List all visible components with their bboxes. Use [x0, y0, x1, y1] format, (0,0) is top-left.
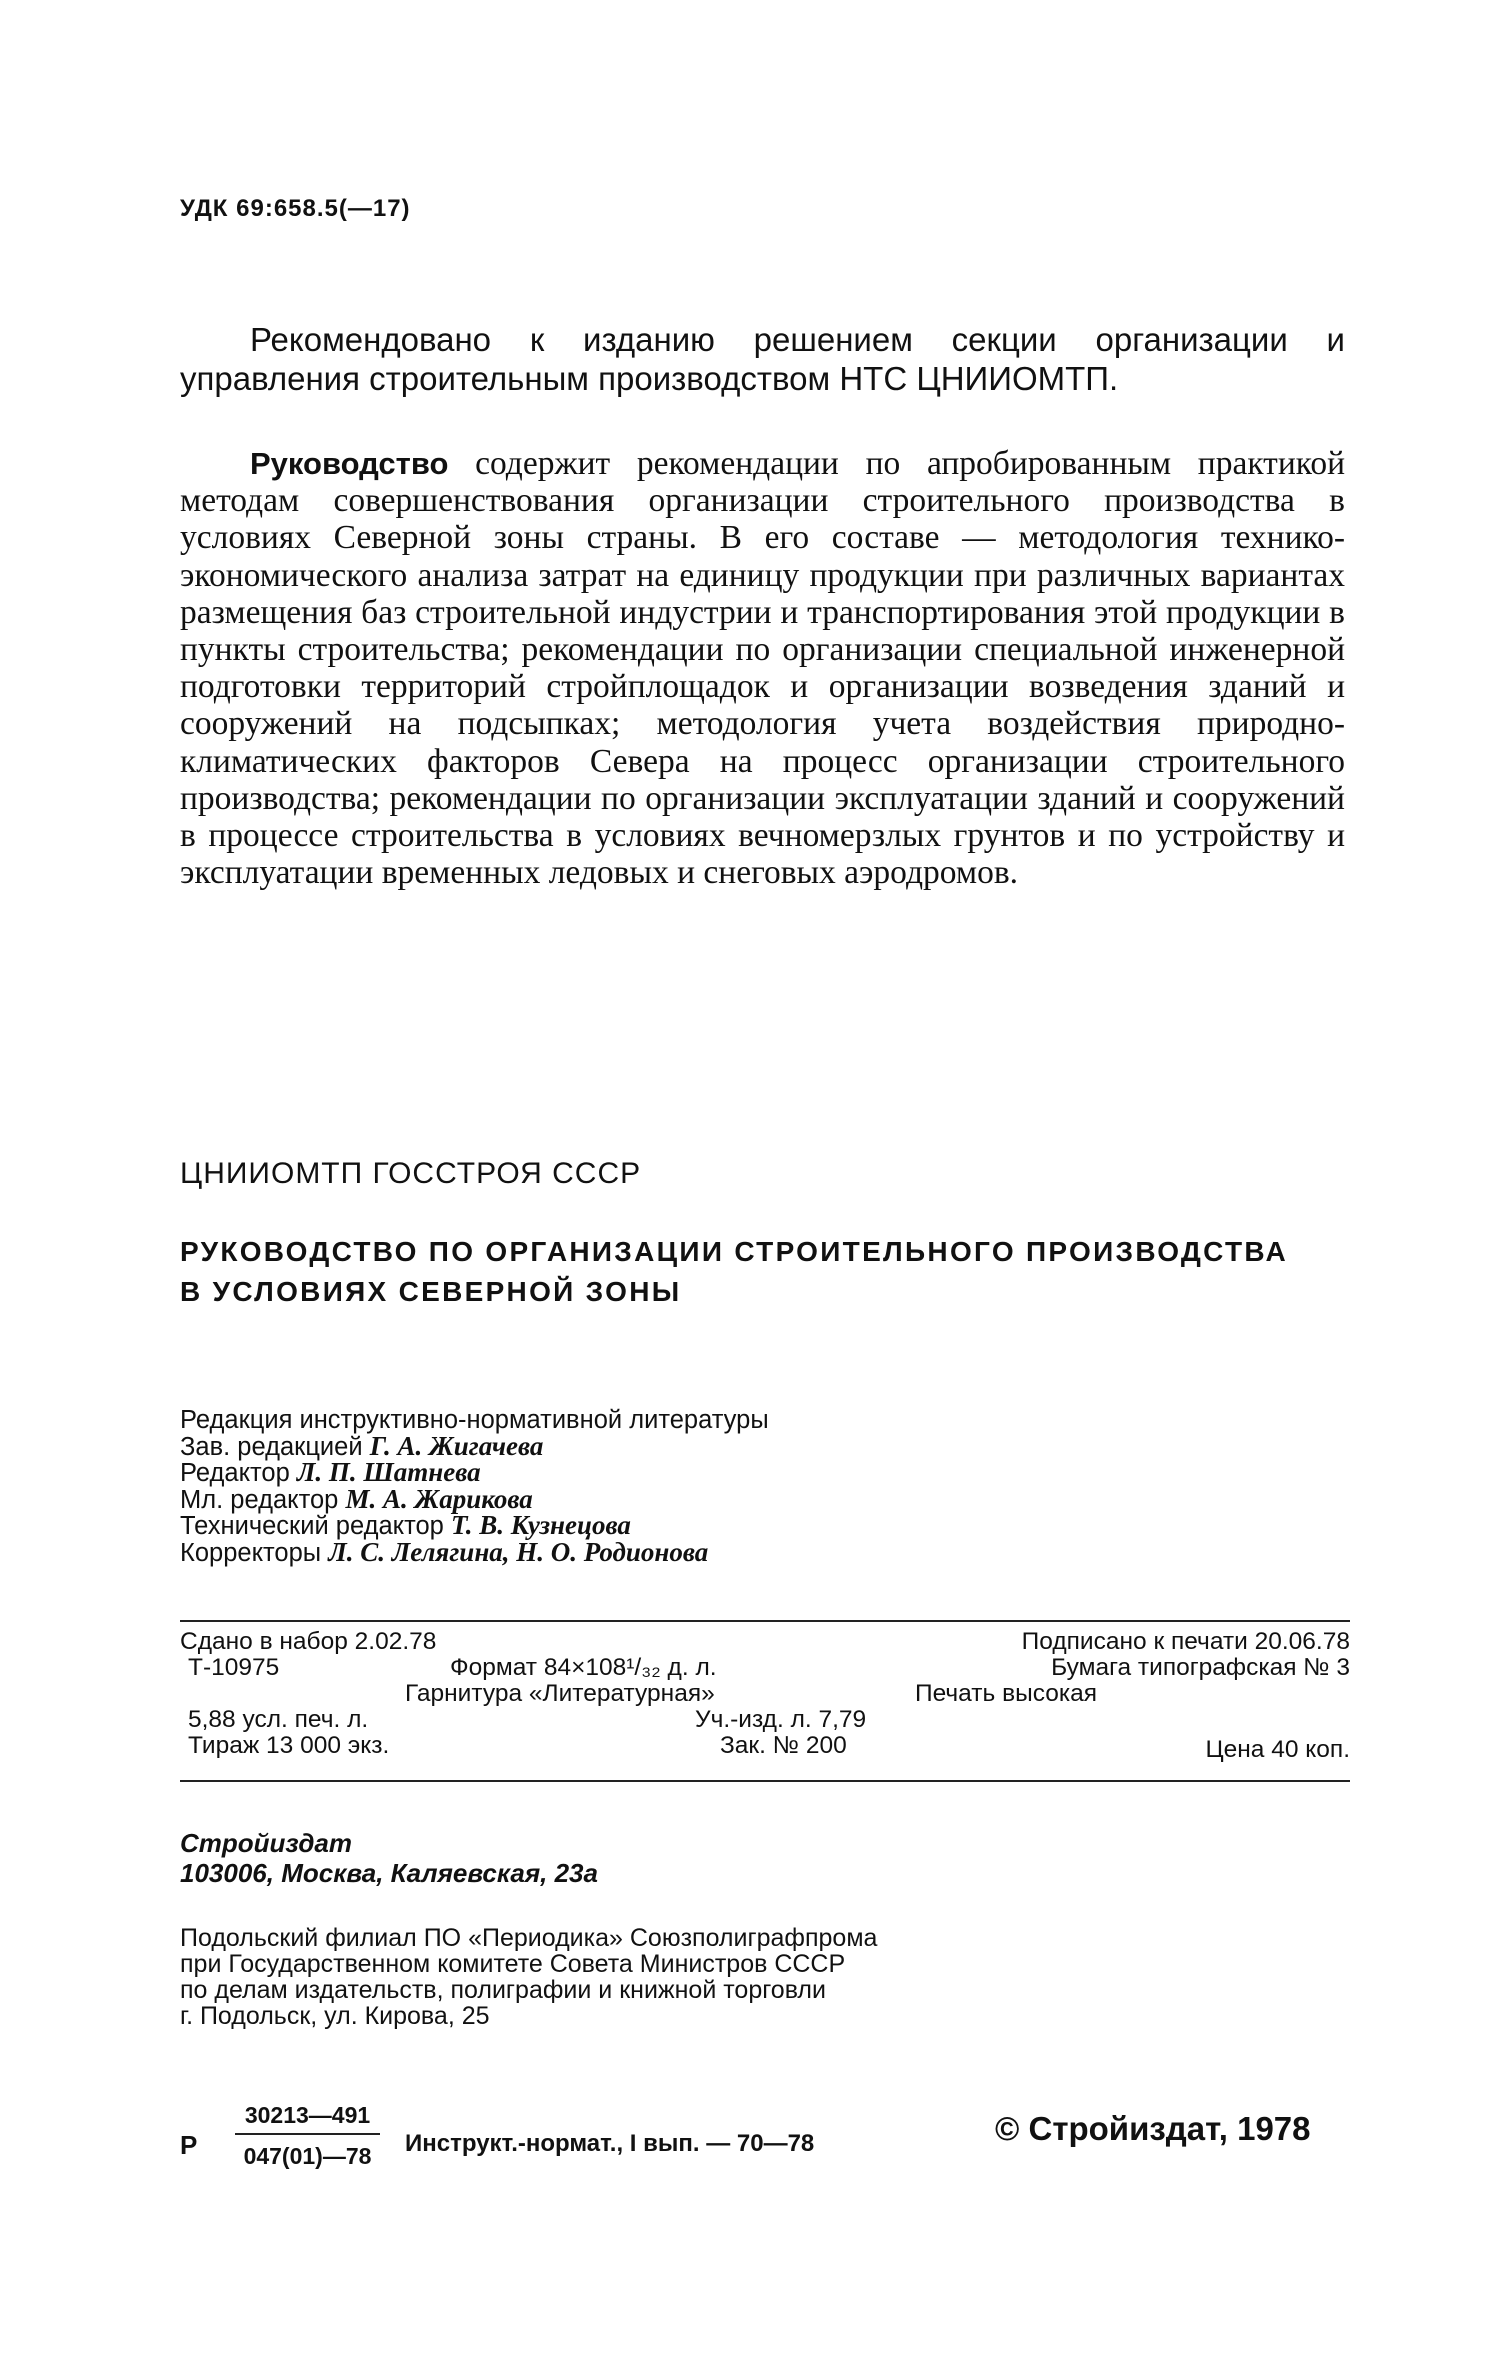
imprint-sheets: 5,88 усл. печ. л. — [188, 1706, 369, 1733]
index-code-denominator: 047(01)—78 — [243, 2143, 372, 2169]
staff-name: Л. С. Лелягина, Н. О. Родионова — [328, 1536, 709, 1567]
staff-role: Корректоры — [180, 1538, 329, 1567]
imprint-printing: Печать высокая — [915, 1680, 1097, 1707]
staff-name: Г. А. Жигачева — [369, 1430, 544, 1461]
imprint-format: Формат 84×108¹/₃₂ д. л. — [450, 1654, 717, 1681]
recommendation-note: Рекомендовано к изданию решением секции организации и управления строительным производством НТС ЦНИИОМТП. — [180, 321, 1345, 397]
abstract-lead-word: Руководство — [250, 446, 449, 481]
abstract-paragraph — [180, 445, 1345, 891]
imprint-typeface: Гарнитура «Литературная» — [405, 1680, 715, 1707]
publisher-address: 103006, Москва, Каляевская, 23а — [180, 1858, 598, 1888]
imprint-pub-sheets: Уч.-изд. л. 7,79 — [695, 1706, 867, 1733]
copyright-notice: © Стройиздат, 1978 — [995, 2110, 1311, 2147]
edition-name: Редакция инструктивно-нормативной литературы — [180, 1406, 769, 1434]
staff-role: Зав. редакцией — [180, 1432, 370, 1461]
imprint-signed: Подписано к печати 20.06.78 — [1021, 1628, 1350, 1655]
publisher-name: Стройиздат — [180, 1828, 352, 1858]
printer-line-3: по делам издательств, полиграфии и книжной торговли — [180, 1976, 826, 2004]
staff-role: Редактор — [180, 1459, 297, 1487]
editorial-staff — [180, 1408, 769, 1566]
imprint-order: Зак. № 200 — [720, 1732, 847, 1759]
udk-code: УДК 69:658.5(—17) — [180, 195, 411, 222]
staff-role: Мл. редактор — [180, 1485, 346, 1514]
printer-line-1: Подольский филиал ПО «Периодика» Союзполиграфпрома — [180, 1924, 878, 1952]
staff-name: Л. П. Шатнева — [296, 1457, 481, 1487]
printer-block — [180, 1925, 877, 2029]
series-info: Инструкт.-нормат., I вып. — 70—78 — [405, 2130, 815, 2157]
imprint-bottom-rule — [180, 1780, 1350, 1782]
staff-name: М. А. Жарикова — [345, 1483, 533, 1514]
printer-line-4: г. Подольск, ул. Кирова, 25 — [180, 2002, 490, 2030]
imprint-top-rule — [180, 1620, 1350, 1622]
imprint-price: Цена 40 коп. — [1205, 1736, 1350, 1763]
publisher-block — [180, 1828, 598, 1888]
index-code-letter: Р — [180, 2130, 198, 2160]
book-title-line-2: В УСЛОВИЯХ СЕВЕРНОЙ ЗОНЫ — [180, 1276, 682, 1307]
imprint-block — [180, 1628, 1350, 1763]
book-title — [180, 1232, 1360, 1312]
organization-name: ЦНИИОМТП ГОССТРОЯ СССР — [180, 1157, 642, 1190]
staff-row — [180, 1536, 769, 1567]
staff-role: Технический редактор — [180, 1512, 451, 1540]
printer-line-2: при Государственном комитете Совета Министров СССР — [180, 1950, 846, 1978]
imprint-submitted: Сдано в набор 2.02.78 — [180, 1628, 437, 1655]
imprint-paper: Бумага типографская № 3 — [1051, 1654, 1350, 1681]
staff-name: Т. В. Кузнецова — [450, 1510, 631, 1540]
imprint-print-run: Тираж 13 000 экз. — [188, 1732, 390, 1759]
imprint-order-code: Т-10975 — [188, 1654, 280, 1681]
index-code-fraction — [235, 2102, 380, 2170]
abstract-text: содержит рекомендации по апробированным практикой методам совершенствования организации строительного производства в условиях Северной зоны страны. В его составе — методология технико-экономического анализа затрат на единицу продукции при различных вариантах размещения баз строительной индустрии и транспортирования этой продукции в пункты строительства; рекомендации по организации специальной инженерной подготовки территорий стройплощадок и организации возведения зданий и сооружений на подсыпках; методология учета воздействия природно-климатических факторов Севера на процесс организации строительного производства; рекомендации по организации эксплуатации зданий и сооружений в процессе строительства в условиях вечномерзлых грунтов и по устройству и эксплуатации временных ледовых и снеговых аэродромов. — [180, 445, 1345, 892]
index-code-numerator: 30213—491 — [235, 2102, 380, 2135]
book-title-line-1: РУКОВОДСТВО ПО ОРГАНИЗАЦИИ СТРОИТЕЛЬНОГО ПРОИЗВОДСТВА — [180, 1236, 1289, 1267]
